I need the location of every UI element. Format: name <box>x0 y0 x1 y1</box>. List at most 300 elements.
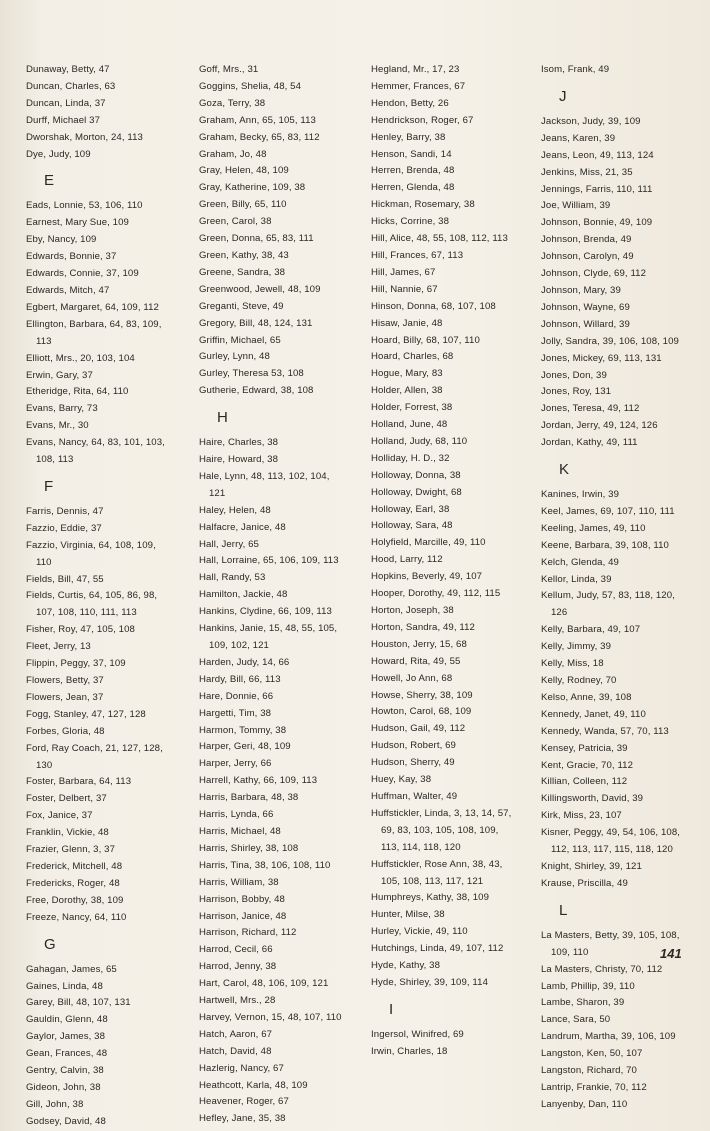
index-entry-text: Hickman, Rosemary, 38 <box>371 199 475 211</box>
index-entry-text: Kennedy, Janet, 49, 110 <box>541 708 646 720</box>
index-entry <box>199 587 359 604</box>
index-entry-text: Eby, Nancy, 109 <box>26 234 97 246</box>
index-entry <box>199 993 359 1010</box>
index-entry <box>541 401 691 418</box>
index-entry-text: Harris, Lynda, 66 <box>199 809 274 821</box>
index-entry <box>26 962 186 979</box>
index-entry-text: Howard, Rita, 49, 55 <box>371 655 461 667</box>
index-entry <box>199 1044 359 1061</box>
index-entry-text: Fogg, Stanley, 47, 127, 128 <box>26 708 146 720</box>
index-entry-text: Hutchings, Linda, 49, 107, 112 <box>371 943 504 955</box>
index-entry <box>26 418 186 435</box>
index-entry-text: Holliday, H. D., 32 <box>371 452 450 464</box>
index-entry <box>199 841 359 858</box>
index-entry-text: Jennings, Farris, 110, 111 <box>541 183 653 195</box>
index-entry <box>541 317 691 334</box>
section-letter-heading: L <box>559 901 568 919</box>
index-entry-text: Lamb, Phillip, 39, 110 <box>541 980 635 992</box>
index-entry-text: Gutherie, Edward, 38, 108 <box>199 385 314 397</box>
index-entry-text: Goff, Mrs., 31 <box>199 64 259 75</box>
index-entry <box>371 941 531 958</box>
index-entry-text: Hargetti, Tim, 38 <box>199 707 272 719</box>
index-entry-text: Hegland, Mr., 17, 23 <box>371 64 460 75</box>
index-entry <box>541 351 691 368</box>
index-entry-text: Heavener, Roger, 67 <box>199 1096 289 1108</box>
index-entry <box>26 1063 186 1080</box>
index-entry <box>541 690 691 707</box>
index-entry <box>371 383 531 400</box>
index-entry-continuation: 112, 113, 117, 115, 118, 120 <box>551 844 673 856</box>
index-entry <box>199 976 359 993</box>
index-entry-text: Hill, James, 67 <box>371 266 436 278</box>
index-entry-text: Harris, Tina, 38, 106, 108, 110 <box>199 859 331 871</box>
index-entry-text: Holloway, Sara, 48 <box>371 520 453 532</box>
index-entry <box>541 876 691 893</box>
section-letter-heading: J <box>559 87 567 105</box>
index-entry <box>26 147 186 164</box>
index-entry <box>371 1027 531 1044</box>
index-entry <box>371 569 531 586</box>
index-entry <box>541 384 691 401</box>
index-entry <box>26 791 186 808</box>
index-entry-text: Jordan, Kathy, 49, 111 <box>541 437 638 449</box>
index-entry <box>199 520 359 537</box>
section-letter-heading: K <box>559 461 570 479</box>
index-entry-text: Hankins, Janie, 15, 48, 55, 105, <box>199 623 338 635</box>
index-entry <box>199 79 359 96</box>
index-entry-text: Frederick, Mitchell, 48 <box>26 860 123 872</box>
index-entry-text: Huffstickler, Rose Ann, 38, 43, <box>371 858 503 870</box>
index-entry <box>199 1111 359 1128</box>
index-entry-text: Kelly, Miss, 18 <box>541 658 604 670</box>
index-entry-text: Kelso, Anne, 39, 108 <box>541 691 632 703</box>
index-entry-text: Gill, John, 38 <box>26 1098 84 1110</box>
index-entry <box>26 774 186 791</box>
index-entry <box>371 535 531 552</box>
index-entry <box>541 1080 691 1097</box>
index-entry-text: Harrison, Janice, 48 <box>199 910 287 922</box>
index-entry-text: Gideon, John, 38 <box>26 1081 101 1093</box>
index-entry <box>199 756 359 773</box>
index-entry-text: Howse, Sherry, 38, 109 <box>371 689 473 701</box>
index-entry <box>199 689 359 706</box>
index-entry-text: Killian, Colleen, 112 <box>541 776 628 788</box>
index-entry <box>26 538 186 572</box>
index-entry <box>199 706 359 723</box>
index-entry <box>26 504 186 521</box>
index-entry-text: Isom, Frank, 49 <box>541 64 610 75</box>
index-entry <box>541 521 691 538</box>
index-entry-text: Green, Billy, 65, 110 <box>199 199 287 211</box>
index-entry-text: Hankins, Clydine, 66, 109, 113 <box>199 606 332 618</box>
index-entry <box>371 130 531 147</box>
index-entry <box>26 724 186 741</box>
index-entry-text: Gahagan, James, 65 <box>26 963 117 975</box>
index-entry-text: Earnest, Mary Sue, 109 <box>26 217 129 229</box>
index-entry-text: Flowers, Betty, 37 <box>26 675 104 686</box>
index-entry-text: Hamilton, Jackie, 48 <box>199 589 288 601</box>
index-entry-continuation: 107, 108, 110, 111, 113 <box>36 607 137 619</box>
index-entry-text: Harris, Shirley, 38, 108 <box>199 842 299 854</box>
index-entry-text: Hall, Lorraine, 65, 106, 109, 113 <box>199 555 339 567</box>
index-entry <box>371 214 531 231</box>
index-entry <box>371 890 531 907</box>
index-entry-text: Fredericks, Roger, 48 <box>26 877 120 889</box>
index-entry-text: Harmon, Tommy, 38 <box>199 724 287 736</box>
index-entry-text: Harris, Barbara, 48, 38 <box>199 792 299 804</box>
index-entry-text: Harrison, Richard, 112 <box>199 927 297 939</box>
index-entry <box>26 690 186 707</box>
index-entry-text: Fields, Bill, 47, 55 <box>26 573 104 585</box>
index-entry-text: Gaylor, James, 38 <box>26 1031 106 1043</box>
index-entry-text: Keeling, James, 49, 110 <box>541 522 646 534</box>
index-entry-text: Hare, Donnie, 66 <box>199 690 274 702</box>
index-entry <box>199 739 359 756</box>
index-entry-continuation: 113 <box>36 335 52 347</box>
index-entry-text: Kelch, Glenda, 49 <box>541 556 619 568</box>
index-entry-text: Lanyenby, Dan, 110 <box>541 1098 628 1110</box>
section-letter-heading: H <box>217 409 228 427</box>
index-entry-text: Jones, Roy, 131 <box>541 386 612 398</box>
index-entry <box>541 572 691 589</box>
index-entry <box>199 790 359 807</box>
index-entry-text: Hemmer, Frances, 67 <box>371 80 466 92</box>
index-entry <box>371 806 531 857</box>
index-entry <box>26 859 186 876</box>
index-entry-text: Houston, Jerry, 15, 68 <box>371 638 467 650</box>
index-entry-continuation: 126 <box>551 607 568 619</box>
index-entry <box>371 518 531 535</box>
index-entry-text: Herren, Brenda, 48 <box>371 165 455 177</box>
index-entry <box>541 758 691 775</box>
index-entry <box>199 925 359 942</box>
index-entry <box>26 266 186 283</box>
index-entry <box>199 807 359 824</box>
index-entry <box>26 893 186 910</box>
index-entry <box>199 1061 359 1078</box>
index-entry <box>541 555 691 572</box>
index-entry-text: Harrison, Bobby, 48 <box>199 893 285 905</box>
index-entry-text: Eads, Lonnie, 53, 106, 110 <box>26 200 143 212</box>
index-entry-text: Haire, Charles, 38 <box>199 437 279 449</box>
index-entry <box>371 79 531 96</box>
index-entry-text: Lantrip, Frankie, 70, 112 <box>541 1081 647 1093</box>
index-entry-text: Holland, Judy, 68, 110 <box>371 435 468 447</box>
index-entry-text: Godsey, David, 48 <box>26 1115 106 1127</box>
index-entry <box>371 637 531 654</box>
index-entry <box>541 962 691 979</box>
index-entry-text: Ford, Ray Coach, 21, 127, 128, <box>26 742 163 754</box>
index-entry-text: Holyfield, Marcille, 49, 110 <box>371 537 486 549</box>
index-entry-text: Hall, Randy, 53 <box>199 572 266 584</box>
index-entry <box>541 300 691 317</box>
index-entry-text: Gurley, Theresa 53, 108 <box>199 368 304 380</box>
index-entry <box>26 979 186 996</box>
index-entry-text: Dunaway, Betty, 47 <box>26 64 110 75</box>
index-entry <box>371 975 531 992</box>
index-entry <box>541 1097 691 1114</box>
index-entry <box>541 418 691 435</box>
index-entry-text: Huffstickler, Linda, 3, 13, 14, 57, <box>371 807 512 819</box>
index-entry-text: Goggins, Shelia, 48, 54 <box>199 80 302 92</box>
index-entry-text: Garey, Bill, 48, 107, 131 <box>26 997 131 1009</box>
index-entry-text: Keel, James, 69, 107, 110, 111 <box>541 505 675 517</box>
index-entry <box>371 755 531 772</box>
index-entry <box>26 283 186 300</box>
index-column-2 <box>199 62 359 1128</box>
index-entry <box>199 723 359 740</box>
index-entry <box>541 249 691 266</box>
index-entry <box>199 282 359 299</box>
index-entry <box>371 586 531 603</box>
index-entry <box>371 451 531 468</box>
index-entry <box>199 892 359 909</box>
index-entry <box>26 435 186 469</box>
index-entry-text: Evans, Nancy, 64, 83, 101, 103, <box>26 437 165 449</box>
section-letter-heading: G <box>44 935 56 953</box>
index-entry <box>371 620 531 637</box>
index-entry-text: Hyde, Shirley, 39, 109, 114 <box>371 976 489 988</box>
index-entry <box>371 265 531 282</box>
index-entry <box>26 198 186 215</box>
index-entry <box>199 1078 359 1095</box>
index-entry-text: Harden, Judy, 14, 66 <box>199 656 290 668</box>
index-entry-text: Gean, Frances, 48 <box>26 1048 108 1060</box>
index-entry <box>199 452 359 469</box>
index-entry <box>371 282 531 299</box>
index-entry-text: Griffin, Michael, 65 <box>199 334 281 346</box>
index-entry <box>26 639 186 656</box>
index-entry-continuation: 121 <box>209 487 226 499</box>
index-entry-text: Harper, Geri, 48, 109 <box>199 741 291 753</box>
index-entry <box>199 299 359 316</box>
index-entry <box>26 249 186 266</box>
index-entry <box>199 959 359 976</box>
index-entry <box>26 1012 186 1029</box>
index-entry <box>26 572 186 589</box>
index-entry-text: Goza, Terry, 38 <box>199 97 266 109</box>
index-entry <box>541 995 691 1012</box>
index-entry-text: Kanines, Irwin, 39 <box>541 489 620 501</box>
index-entry <box>26 401 186 418</box>
index-entry <box>541 808 691 825</box>
index-entry-text: Gurley, Lynn, 48 <box>199 351 270 363</box>
index-entry <box>541 979 691 996</box>
index-entry <box>371 502 531 519</box>
index-entry <box>541 622 691 639</box>
index-entry <box>199 942 359 959</box>
index-entry <box>371 1044 531 1061</box>
index-entry <box>199 503 359 520</box>
index-entry <box>371 721 531 738</box>
index-entry-text: Flowers, Jean, 37 <box>26 691 104 703</box>
index-entry <box>371 857 531 891</box>
index-entry-text: Harrell, Kathy, 66, 109, 113 <box>199 775 318 787</box>
index-entry <box>541 148 691 165</box>
index-entry <box>199 316 359 333</box>
index-entry-text: Hale, Lynn, 48, 113, 102, 104, <box>199 470 330 482</box>
index-entry <box>371 789 531 806</box>
index-entry <box>26 876 186 893</box>
index-entry-text: Johnson, Bonnie, 49, 109 <box>541 217 653 229</box>
index-entry-text: Graham, Jo, 48 <box>199 148 267 160</box>
index-entry-text: Henson, Sandi, 14 <box>371 148 452 160</box>
index-entry <box>371 671 531 688</box>
index-entry <box>541 639 691 656</box>
index-entry <box>371 180 531 197</box>
section-letter-heading: E <box>44 172 55 190</box>
index-entry <box>371 197 531 214</box>
index-entry-text: Gregory, Bill, 48, 124, 131 <box>199 317 313 329</box>
index-entry-text: Fleet, Jerry, 13 <box>26 641 91 653</box>
index-entry <box>541 215 691 232</box>
index-entry-text: Elliott, Mrs., 20, 103, 104 <box>26 352 135 364</box>
index-entry-text: Huffman, Walter, 49 <box>371 790 458 802</box>
index-entry <box>26 1080 186 1097</box>
index-entry-text: Greene, Sandra, 38 <box>199 266 286 278</box>
index-entry <box>199 672 359 689</box>
index-entry-text: Kelly, Rodney, 70 <box>541 675 617 686</box>
index-entry-text: Duncan, Charles, 63 <box>26 80 116 92</box>
index-entry-continuation: 69, 83, 103, 105, 108, 109, <box>381 824 499 836</box>
index-entry-text: Jenkins, Miss, 21, 35 <box>541 166 633 178</box>
index-entry <box>371 417 531 434</box>
index-entry-text: Green, Carol, 38 <box>199 216 272 228</box>
index-entry <box>199 265 359 282</box>
index-entry <box>199 130 359 147</box>
index-entry-text: Greganti, Steve, 49 <box>199 300 284 312</box>
index-entry-text: Keene, Barbara, 39, 108, 110 <box>541 539 669 551</box>
index-entry-text: Horton, Sandra, 49, 112 <box>371 621 475 633</box>
index-entry-text: Killingsworth, David, 39 <box>541 793 644 805</box>
index-entry <box>199 231 359 248</box>
index-entry <box>199 604 359 621</box>
index-entry-text: Harrod, Jenny, 38 <box>199 961 277 973</box>
index-entry-text: Holloway, Donna, 38 <box>371 469 461 481</box>
index-entry-text: Hatch, Aaron, 67 <box>199 1028 273 1040</box>
index-entry-text: Hatch, David, 48 <box>199 1045 272 1057</box>
index-entry-text: Kennedy, Wanda, 57, 70, 113 <box>541 725 669 737</box>
index-entry-text: Etheridge, Rita, 64, 110 <box>26 386 129 398</box>
index-entry <box>26 808 186 825</box>
index-entry-text: Jackson, Judy, 39, 109 <box>541 115 641 127</box>
index-entry-text: Egbert, Margaret, 64, 109, 112 <box>26 301 159 313</box>
index-entry-text: Hurley, Vickie, 49, 110 <box>371 926 468 938</box>
index-entry <box>199 537 359 554</box>
section-letter-heading: I <box>389 1000 394 1018</box>
index-entry-continuation: 108, 113 <box>36 454 74 466</box>
index-entry-text: Hooper, Dorothy, 49, 112, 115 <box>371 588 501 600</box>
index-entry <box>199 435 359 452</box>
index-entry-text: Jeans, Leon, 49, 113, 124 <box>541 149 654 161</box>
index-entry-text: Hill, Nannie, 67 <box>371 283 438 295</box>
index-entry <box>371 316 531 333</box>
index-entry-text: Fisher, Roy, 47, 105, 108 <box>26 624 135 636</box>
index-entry <box>199 62 359 79</box>
index-entry-text: Lambe, Sharon, 39 <box>541 997 625 1009</box>
index-entry <box>199 909 359 926</box>
index-entry-continuation: 130 <box>36 759 53 771</box>
index-entry <box>371 907 531 924</box>
index-entry-text: Duncan, Linda, 37 <box>26 97 106 109</box>
index-entry-text: Graham, Becky, 65, 83, 112 <box>199 131 320 143</box>
index-entry <box>541 435 691 452</box>
index-entry-text: Haley, Helen, 48 <box>199 504 271 516</box>
index-entry-text: Kent, Gracie, 70, 112 <box>541 759 634 771</box>
index-entry <box>199 366 359 383</box>
index-entry <box>371 366 531 383</box>
index-entry-continuation: 110 <box>36 556 52 568</box>
index-entry-text: Hartwell, Mrs., 28 <box>199 995 276 1007</box>
index-entry-text: Hendrickson, Roger, 67 <box>371 114 474 126</box>
index-entry <box>26 1097 186 1114</box>
index-entry <box>26 521 186 538</box>
index-entry <box>199 469 359 503</box>
index-entry-text: La Masters, Christy, 70, 112 <box>541 963 663 975</box>
index-entry-text: Johnson, Carolyn, 49 <box>541 251 634 263</box>
index-entry-text: Johnson, Wayne, 69 <box>541 301 630 313</box>
index-entry <box>199 333 359 350</box>
index-entry-text: Edwards, Connie, 37, 109 <box>26 268 139 280</box>
index-entry <box>371 113 531 130</box>
index-entry-text: Harvey, Vernon, 15, 48, 107, 110 <box>199 1011 342 1023</box>
index-entry-text: Hazlerig, Nancy, 67 <box>199 1062 284 1074</box>
index-entry <box>199 875 359 892</box>
index-entry-text: Hisaw, Janie, 48 <box>371 317 443 329</box>
index-entry-text: Knight, Shirley, 39, 121 <box>541 860 642 872</box>
index-entry <box>199 858 359 875</box>
index-entry <box>541 266 691 283</box>
index-entry <box>199 1094 359 1111</box>
index-entry <box>26 130 186 147</box>
index-entry-text: Langston, Richard, 70 <box>541 1065 637 1077</box>
index-entry-text: Evans, Mr., 30 <box>26 420 89 432</box>
index-entry <box>199 349 359 366</box>
index-entry <box>541 165 691 182</box>
index-entry-text: Johnson, Clyde, 69, 112 <box>541 268 647 280</box>
index-entry <box>199 621 359 655</box>
index-entry-text: Forbes, Gloria, 48 <box>26 725 105 737</box>
index-entry-text: Hardy, Bill, 66, 113 <box>199 673 281 685</box>
index-entry <box>199 113 359 130</box>
index-entry <box>199 773 359 790</box>
index-entry-text: Fox, Janice, 37 <box>26 810 93 822</box>
index-entry <box>26 300 186 317</box>
index-entry <box>371 96 531 113</box>
index-entry-text: Durff, Michael 37 <box>26 114 101 126</box>
index-entry <box>371 400 531 417</box>
index-entry <box>26 1029 186 1046</box>
index-entry <box>371 485 531 502</box>
index-entry-text: Foster, Barbara, 64, 113 <box>26 776 132 788</box>
index-entry <box>26 96 186 113</box>
index-entry-text: Gray, Helen, 48, 109 <box>199 165 289 177</box>
index-entry-text: Hunter, Milse, 38 <box>371 909 445 921</box>
index-entry <box>371 924 531 941</box>
index-entry <box>541 1029 691 1046</box>
index-entry-text: Hart, Carol, 48, 106, 109, 121 <box>199 978 329 990</box>
index-entry-text: Fazzio, Virginia, 64, 108, 109, <box>26 539 156 551</box>
index-entry-text: Foster, Delbert, 37 <box>26 793 107 805</box>
index-entry <box>541 182 691 199</box>
index-entry-text: Kelly, Barbara, 49, 107 <box>541 624 641 636</box>
index-entry-text: Holloway, Earl, 38 <box>371 503 450 515</box>
index-entry-text: Holder, Allen, 38 <box>371 385 443 397</box>
index-entry <box>371 603 531 620</box>
index-entry-text: Harris, William, 38 <box>199 876 279 888</box>
index-entry-text: Holder, Forrest, 38 <box>371 402 453 414</box>
index-entry-text: Kisner, Peggy, 49, 54, 106, 108, <box>541 827 681 839</box>
